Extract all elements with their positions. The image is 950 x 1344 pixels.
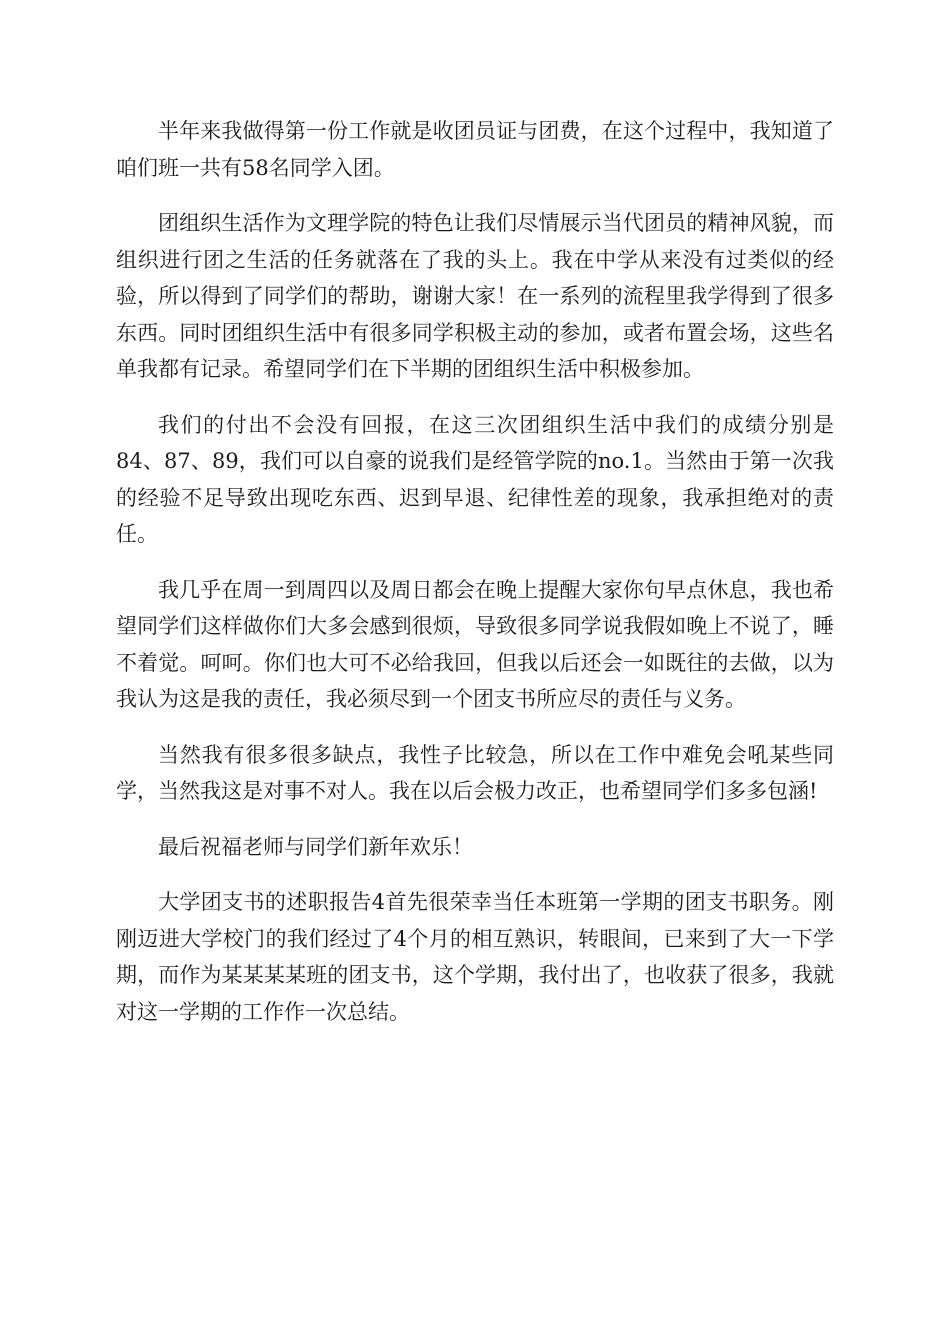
paragraph: 大学团支书的述职报告4首先很荣幸当任本班第一学期的团支书职务。刚刚迈进大学校门的我们经过了4个月的相互熟识，转眼间，已来到了大一下学期，而作为某某某某班的团支书，这个学期，我付出了，也收获了很多，我就对这一学期的工作作一次总结。	[116, 890, 834, 1024]
paragraph: 半年来我做得第一份工作就是收团员证与团费，在这个过程中，我知道了咱们班一共有58名同学入团。	[116, 119, 834, 180]
paragraph: 我们的付出不会没有回报，在这三次团组织生活中我们的成绩分别是84、87、89，我们可以自豪的说我们是经管学院的no.1。当然由于第一次我的经验不足导致出现吃东西、迟到早退、纪律性差的现象，我承担绝对的责任。	[116, 412, 834, 546]
paragraph: 团组织生活作为文理学院的特色让我们尽情展示当代团员的精神风貌，而组织进行团之生活的任务就落在了我的头上。我在中学从来没有过类似的经验，所以得到了同学们的帮助，谢谢大家！在一系列的流程里我学得到了很多东西。同时团组织生活中有很多同学积极主动的参加，或者布置会场，这些名单我都有记录。希望同学们在下半期的团组织生活中积极参加。	[116, 211, 834, 381]
paragraph: 我几乎在周一到周四以及周日都会在晚上提醒大家你句早点休息，我也希望同学们这样做你们大多会感到很烦，导致很多同学说我假如晚上不说了，睡不着觉。呵呵。你们也大可不必给我回，但我以后还会一如既往的去做，以为我认为这是我的责任，我必须尽到一个团支书所应尽的责任与义务。	[116, 577, 834, 711]
paragraph: 当然我有很多很多缺点，我性子比较急，所以在工作中难免会吼某些同学，当然我这是对事不对人。我在以后会极力改正，也希望同学们多多包涵!	[116, 742, 834, 803]
paragraph: 最后祝福老师与同学们新年欢乐！	[158, 834, 473, 859]
document-body	[116, 113, 834, 1049]
